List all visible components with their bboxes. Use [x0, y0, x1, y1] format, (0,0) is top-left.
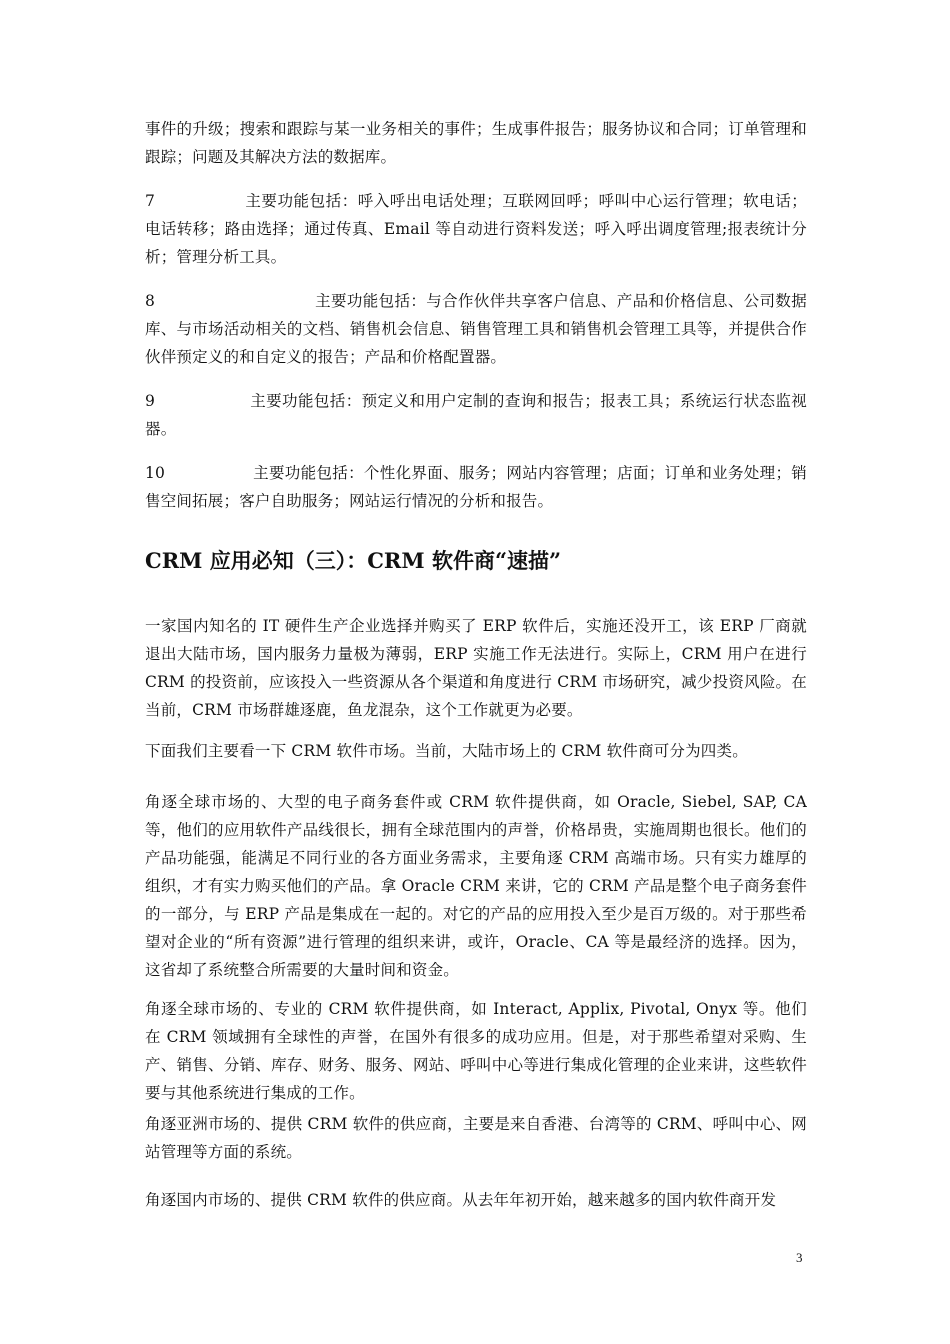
item-number: 9 [145, 392, 156, 410]
item-text: 主要功能包括：呼入呼出电话处理；互联网回呼；呼叫中心运行管理；软电话；电话转移；路由选择；通过传真、Email 等自动进行资料发送；呼入呼出调度管理;报表统计分析；管理分析工具。 [145, 192, 807, 266]
page-number: 3 [796, 1250, 803, 1265]
numbered-item-10 [145, 459, 807, 515]
item-number: 10 [145, 464, 166, 482]
body-paragraph-3: 角逐全球市场的、大型的电子商务套件或 CRM 软件提供商，如 Oracle, Siebel, SAP, CA 等，他们的应用软件产品线很长，拥有全球范围内的声誉，价格昂贵，实施周期也很长。他们的产品功能强，能满足不同行业的各方面业务需求，主要角逐 CRM 高端市场。只有实力雄厚的组织，才有实力购买他们的产品。拿 Oracle CRM 来讲，它的 CRM 产品是整个电子商务套件的一部分，与 ERP 产品是集成在一起的。对它的产品的应用投入至少是百万级的。对于那些希望对企业的“所有资源”进行管理的组织来讲，或许，Oracle、CA 等是最经济的选择。因为，这省却了系统整合所需要的大量时间和资金。 [145, 793, 807, 979]
section-heading: CRM 应用必知（三）：CRM 软件商“速描” [145, 548, 562, 573]
item-text: 主要功能包括：个性化界面、服务；网站内容管理；店面；订单和业务处理；销售空间拓展；客户自助服务；网站运行情况的分析和报告。 [145, 464, 807, 510]
item-number: 7 [145, 192, 156, 210]
numbered-item-8 [145, 287, 807, 371]
body-paragraph-2: 下面我们主要看一下 CRM 软件市场。当前，大陆市场上的 CRM 软件商可分为四类。 [145, 742, 748, 760]
body-paragraph-4: 角逐全球市场的、专业的 CRM 软件提供商，如 Interact, Applix, Pivotal, Onyx 等。他们在 CRM 领域拥有全球性的声誉，在国外有很多的成功应用。但是，对于那些希望对采购、生产、销售、分销、库存、财务、服务、网站、呼叫中心等进行集成化管理的企业来讲，这些软件要与其他系统进行集成的工作。 [145, 1000, 807, 1102]
item-number: 8 [145, 292, 156, 310]
body-paragraph-6: 角逐国内市场的、提供 CRM 软件的供应商。从去年年初开始，越来越多的国内软件商开发 [145, 1191, 777, 1209]
item-text: 主要功能包括：与合作伙伴共享客户信息、产品和价格信息、公司数据库、与市场活动相关的文档、销售机会信息、销售管理工具和销售机会管理工具等，并提供合作伙伴预定义的和自定义的报告；产品和价格配置器。 [145, 292, 807, 366]
body-paragraph-1: 一家国内知名的 IT 硬件生产企业选择并购买了 ERP 软件后，实施还没开工，该 ERP 厂商就退出大陆市场，国内服务力量极为薄弱，ERP 实施工作无法进行。实际上，CRM 用户在进行 CRM 的投资前，应该投入一些资源从各个渠道和角度进行 CRM 市场研究，减少投资风险。在当前，CRM 市场群雄逐鹿，鱼龙混杂，这个工作就更为必要。 [145, 617, 807, 719]
numbered-item-7 [145, 187, 807, 271]
body-paragraph-5: 角逐亚洲市场的、提供 CRM 软件的供应商，主要是来自香港、台湾等的 CRM、呼叫中心、网站管理等方面的系统。 [145, 1115, 807, 1161]
intro-paragraph: 事件的升级；搜索和跟踪与某一业务相关的事件；生成事件报告；服务协议和合同；订单管理和跟踪；问题及其解决方法的数据库。 [145, 120, 807, 166]
item-text: 主要功能包括：预定义和用户定制的查询和报告；报表工具；系统运行状态监视器。 [145, 392, 807, 438]
numbered-item-9 [145, 387, 807, 443]
